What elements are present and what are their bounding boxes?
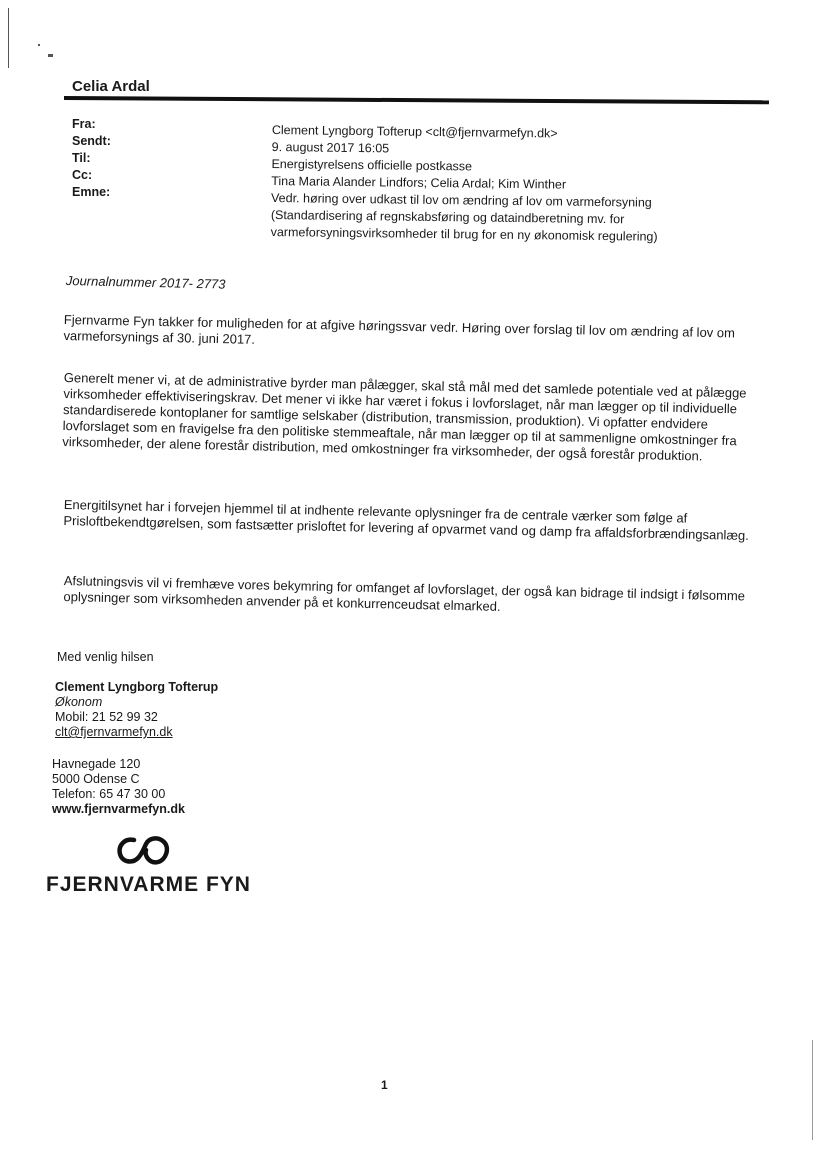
value-subject-line-2: (Standardisering af regnskabsføring og dataindberetning mv. for	[270, 207, 625, 227]
sender-name: Celia Ardal	[72, 78, 150, 95]
value-subject-line-3: varmeforsyningsvirksomheder til brug for en ny økonomisk regulering)	[270, 224, 658, 244]
value-sent: 9. august 2017 16:05	[271, 139, 390, 156]
body-paragraph-3: Energitilsynet har i forvejen hjemmel til at indhente relevante oplysninger fra de centrale værker som følge af Prisloftbekendtgørelsen, som fastsætter prisloftet for levering af opvarmet vand og damp fra affaldsforbrændingsanlæg.	[63, 497, 749, 543]
label-cc: Cc:	[72, 168, 93, 182]
journal-number: Journalnummer 2017- 2773	[65, 273, 226, 292]
email-header-labels	[72, 116, 111, 201]
page-number: 1	[381, 1078, 388, 1092]
fjernvarme-fyn-logo-icon	[112, 830, 172, 870]
address-block	[52, 757, 185, 817]
signature-mobile: Mobil: 21 52 99 32	[55, 710, 158, 724]
value-subject-line-1: Vedr. høring over udkast til lov om ændring af lov om varmeforsyning	[270, 190, 652, 210]
address-street: Havnegade 120	[52, 757, 141, 771]
body-paragraph-2: Generelt mener vi, at de administrative byrder man pålægger, skal stå mål med det samlede potentiale ved at pålægge virksomheder effektiviseringskrav. Det mener vi ikke har været i fokus i lovforslaget, når man lægger op til individuelle standardiserede kontoplaner for samtlige selskaber (distribution, transmission, produktion). Vi opfatter endvidere lovforslaget som en fravigelse fra den politiske stemmeaftale, når man lægger op til at sammenligne omkostninger fra virksomheder, der alene forestår distribution, med omkostninger fra virksomheder, der også forestår produktion.	[62, 370, 747, 464]
scan-edge-mark	[8, 8, 9, 68]
scan-dot	[38, 44, 40, 46]
header-rule	[64, 96, 769, 104]
signature-name: Clement Lyngborg Tofterup	[55, 680, 219, 694]
signature-title: Økonom	[55, 695, 103, 709]
label-sent: Sendt:	[72, 134, 111, 148]
body-paragraph-1: Fjernvarme Fyn takker for muligheden for at afgive høringssvar vedr. Høring over forslag til lov om ændring af lov om varmeforsynings af 30. juni 2017.	[63, 312, 736, 347]
logo-wordmark: FJERNVARME FYN	[46, 873, 251, 896]
scan-dot	[48, 54, 53, 57]
website-link[interactable]: www.fjernvarmefyn.dk	[52, 802, 185, 816]
email-header-values	[271, 122, 752, 247]
label-subject: Emne:	[72, 185, 111, 199]
label-to: Til:	[72, 151, 91, 165]
signature-greeting: Med venlig hilsen	[57, 650, 154, 664]
address-phone: Telefon: 65 47 30 00	[52, 787, 166, 801]
value-cc: Tina Maria Alander Lindfors; Celia Ardal; Kim Winther	[271, 173, 567, 192]
signature-email-link[interactable]: clt@fjernvarmefyn.dk	[55, 725, 173, 739]
value-to: Energistyrelsens officielle postkasse	[271, 156, 473, 174]
address-city: 5000 Odense C	[52, 772, 140, 786]
body-paragraph-4: Afslutningsvis vil vi fremhæve vores bekymring for omfanget af lovforslaget, der også kan bidrage til indsigt i følsomme oplysninger som virksomheden anvender på et konkurrenceudsat elmarked.	[63, 573, 746, 614]
label-from: Fra:	[72, 117, 96, 131]
value-from: Clement Lyngborg Tofterup <clt@fjernvarmefyn.dk>	[271, 122, 558, 141]
signature-block	[55, 680, 218, 740]
scan-edge-mark	[812, 1040, 813, 1140]
